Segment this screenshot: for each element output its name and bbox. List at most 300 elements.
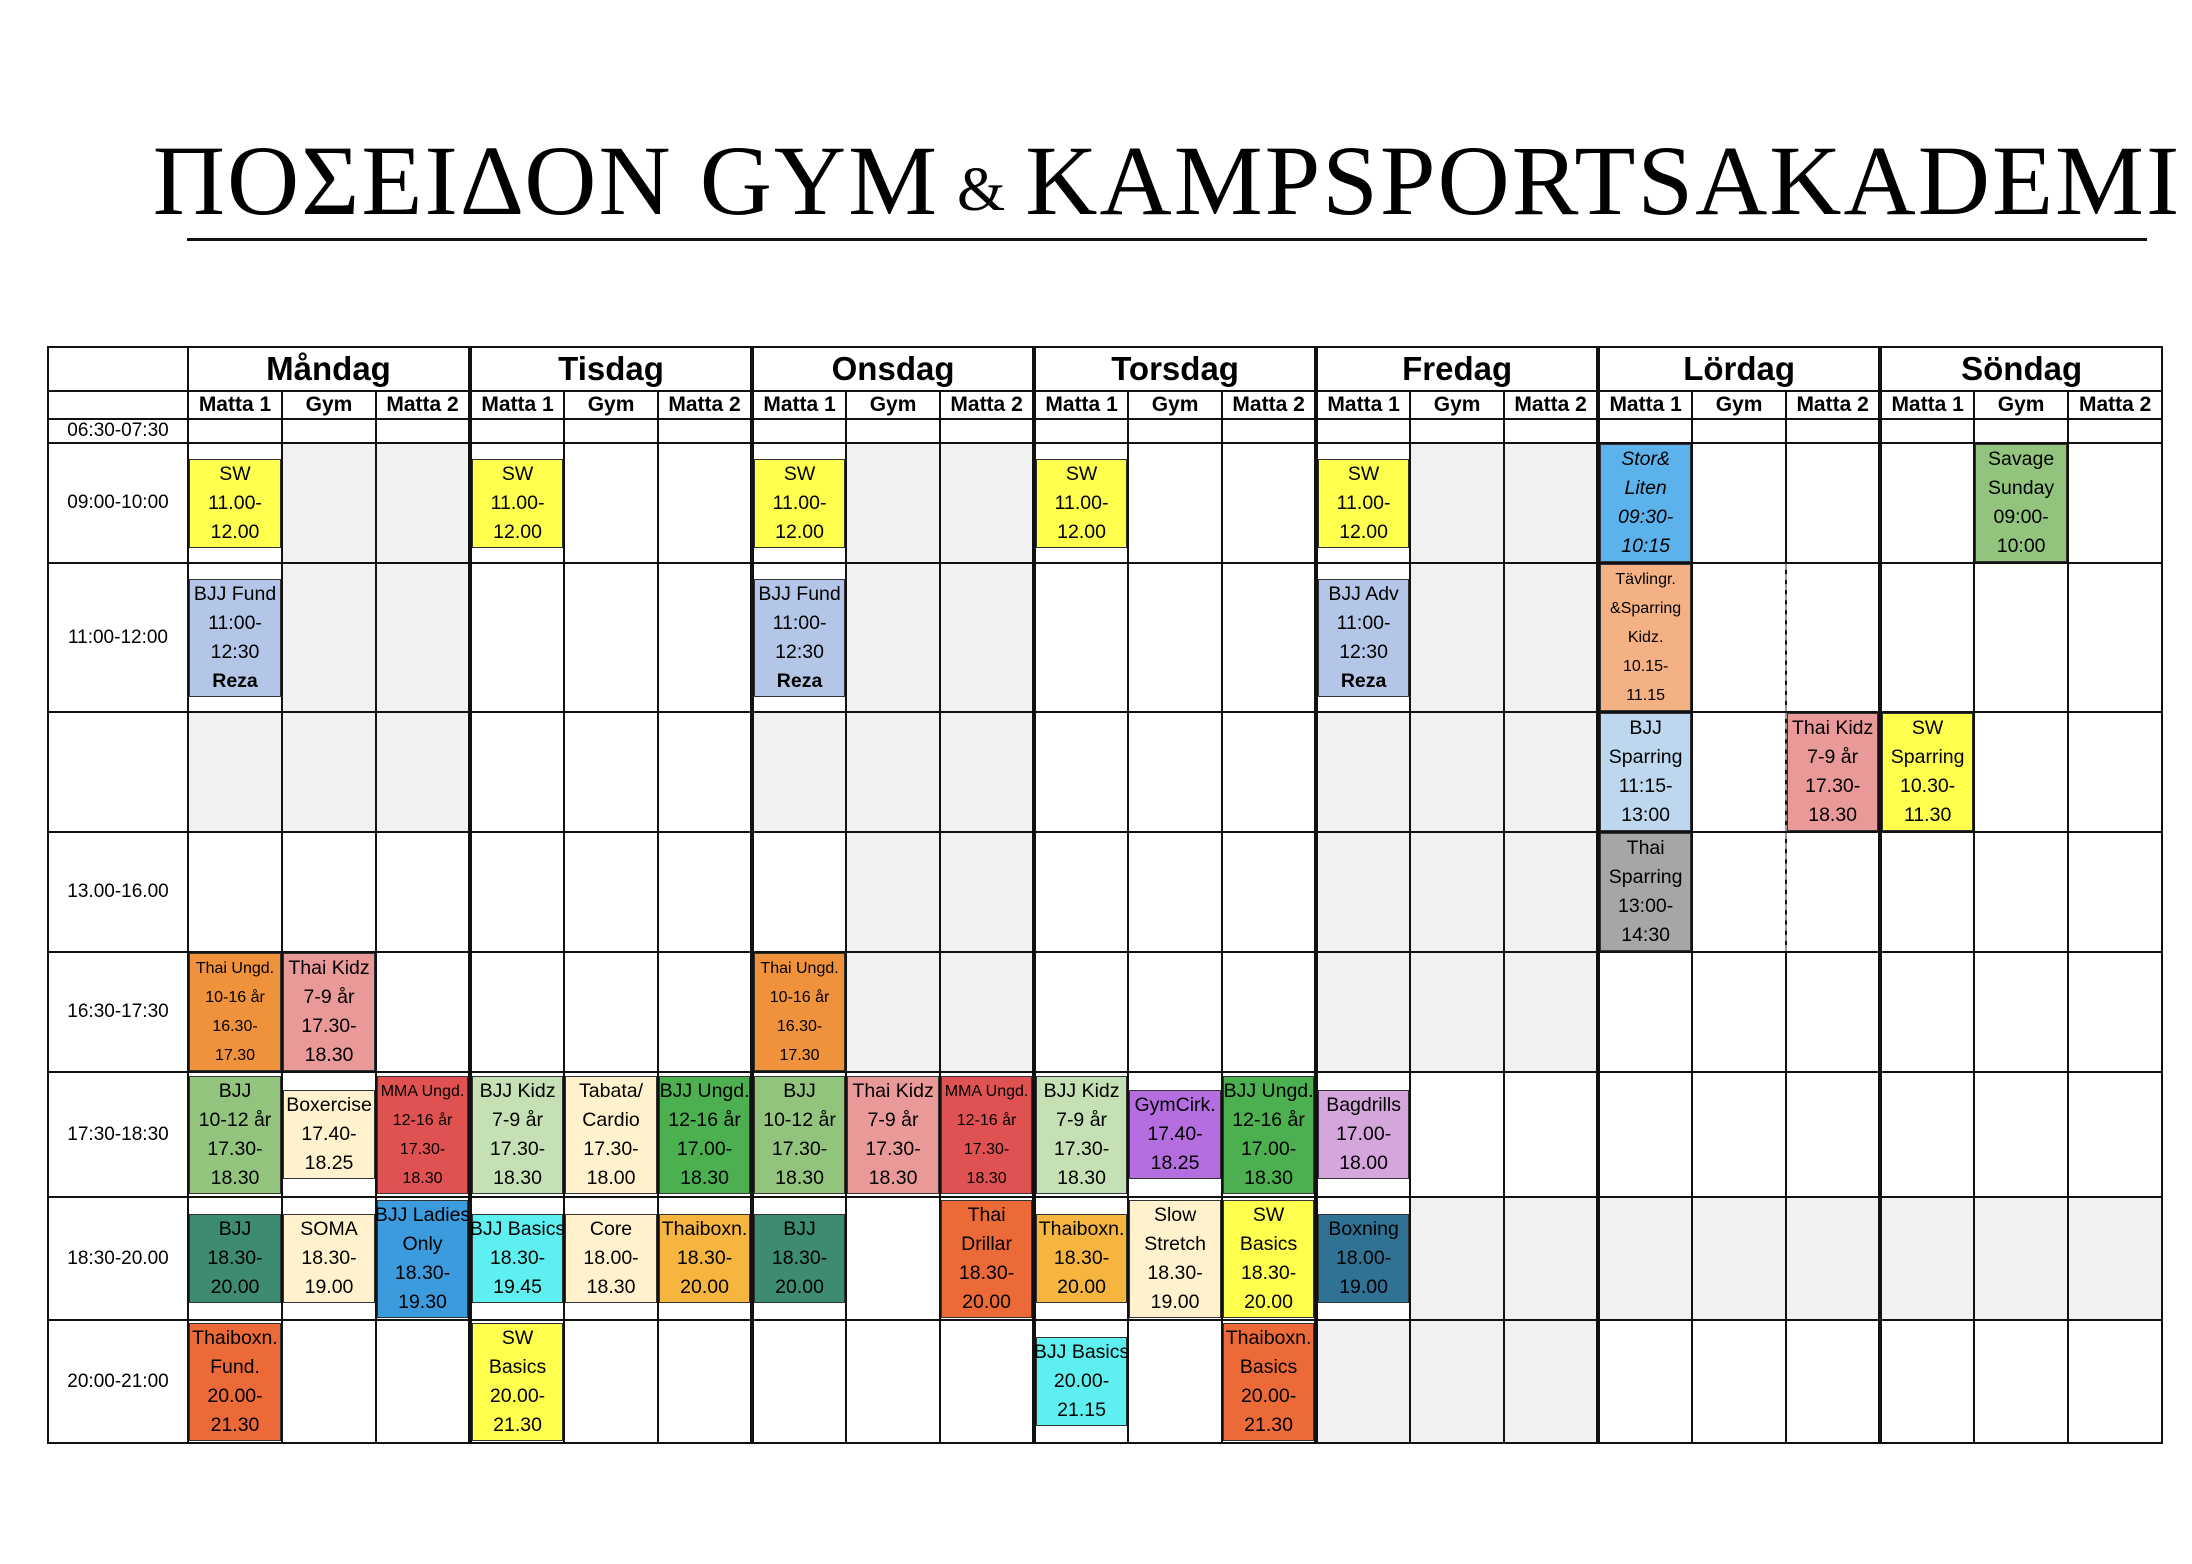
- schedule-cell: [1222, 419, 1316, 443]
- day-header-ons: Onsdag: [752, 347, 1034, 391]
- class-event[interactable]: [658, 1197, 752, 1320]
- class-line: 18.00: [586, 1166, 636, 1189]
- class-event[interactable]: [1222, 1320, 1316, 1443]
- schedule-cell: [1316, 712, 1410, 832]
- class-line: BJJ: [218, 1079, 252, 1102]
- schedule-cell: [376, 563, 470, 712]
- class-line: 10.15-: [1622, 658, 1669, 675]
- class-line: SW: [501, 1326, 534, 1349]
- class-event[interactable]: [470, 1072, 564, 1197]
- class-line: 19.00: [304, 1276, 354, 1298]
- class-line: SW: [1065, 462, 1098, 485]
- schedule-cell: [1504, 419, 1598, 443]
- class-event[interactable]: [188, 952, 282, 1072]
- class-line: 18.30-: [489, 1247, 546, 1269]
- class-line: BJJ Basics: [1033, 1341, 1130, 1363]
- dashed-divider: [1785, 833, 1787, 951]
- schedule-cell: [1410, 712, 1504, 832]
- schedule-cell: [846, 832, 940, 952]
- class-event[interactable]: [564, 1072, 658, 1197]
- class-event[interactable]: [376, 1072, 470, 1197]
- class-line: Basics: [1239, 1355, 1298, 1378]
- subcolumn-header-fre-m2: Matta 2: [1504, 391, 1598, 419]
- dashed-divider: [1785, 713, 1787, 831]
- class-line: 17.00-: [676, 1137, 733, 1160]
- subcolumn-header-son-m2: Matta 2: [2068, 391, 2162, 419]
- class-line: 20.00-: [1053, 1370, 1110, 1392]
- class-line: Liten: [1624, 477, 1667, 499]
- schedule-cell: [1410, 443, 1504, 563]
- schedule-cell: [564, 1320, 658, 1443]
- class-line: 12:30: [1339, 640, 1388, 663]
- class-line: 18.30: [210, 1166, 260, 1189]
- class-line: 18.00-: [583, 1247, 639, 1269]
- class-event[interactable]: [282, 952, 376, 1072]
- class-line: Sunday: [1988, 477, 2055, 499]
- time-label: 20:00-21:00: [48, 1320, 188, 1443]
- class-event[interactable]: [752, 1072, 846, 1197]
- class-line: 7-9 år: [303, 986, 355, 1008]
- corner-sub-cell: [48, 391, 188, 419]
- class-line: 11:00-: [1336, 611, 1391, 634]
- class-line: MMA Ungd.: [380, 1082, 465, 1100]
- schedule-cell: [1786, 443, 1880, 563]
- class-block: [659, 1214, 750, 1303]
- class-line: 21.30: [493, 1413, 542, 1436]
- class-event[interactable]: [1128, 1072, 1222, 1197]
- schedule-cell: [846, 563, 940, 712]
- subcolumn-header-tis-gym: Gym: [564, 391, 658, 419]
- class-line: 13:00: [1621, 804, 1671, 826]
- subcolumn-header-tis-m2: Matta 2: [658, 391, 752, 419]
- class-event[interactable]: [188, 563, 282, 712]
- class-line: 14:30: [1621, 924, 1671, 946]
- class-line: Tävlingr.: [1615, 571, 1676, 588]
- class-block: [1975, 444, 2067, 562]
- class-line: 18.00: [1339, 1152, 1388, 1174]
- schedule-cell: [1504, 832, 1598, 952]
- class-event[interactable]: [1034, 443, 1128, 563]
- schedule-cell: [658, 563, 752, 712]
- class-line: Stretch: [1144, 1232, 1206, 1255]
- class-block: [1787, 713, 1878, 831]
- class-event[interactable]: [752, 443, 846, 563]
- schedule-cell: [1222, 952, 1316, 1072]
- class-line: 17.00-: [1240, 1137, 1297, 1160]
- class-event[interactable]: [1786, 712, 1880, 832]
- class-event[interactable]: [188, 1072, 282, 1197]
- schedule-cell: [1410, 832, 1504, 952]
- class-line: SW: [501, 462, 534, 485]
- class-line: Sparring: [1608, 866, 1683, 888]
- schedule-cell: [470, 419, 564, 443]
- subcolumn-header-tor-gym: Gym: [1128, 391, 1222, 419]
- class-line: Slow: [1153, 1203, 1197, 1226]
- class-event[interactable]: [940, 1072, 1034, 1197]
- class-block: [754, 579, 845, 697]
- schedule-cell: [1692, 443, 1786, 563]
- time-row: [48, 712, 2162, 832]
- schedule-cell: [1504, 443, 1598, 563]
- class-event[interactable]: [188, 1320, 282, 1443]
- class-event[interactable]: [282, 1072, 376, 1197]
- class-line: BJJ Kidz: [479, 1079, 556, 1102]
- subcolumn-header-fre-m1: Matta 1: [1316, 391, 1410, 419]
- schedule-cell: [1786, 1197, 1880, 1320]
- class-line: 18.30-: [676, 1247, 733, 1269]
- class-line: 18.30-: [207, 1247, 263, 1269]
- class-line: 18.30: [586, 1276, 636, 1298]
- schedule-cell: [1034, 832, 1128, 952]
- class-line: BJJ Ladies: [374, 1203, 471, 1226]
- schedule-cell: [376, 443, 470, 563]
- class-line: 17.40-: [301, 1123, 357, 1145]
- class-line: &Sparring: [1610, 600, 1682, 617]
- class-event[interactable]: [1034, 1197, 1128, 1320]
- title-divider: [187, 238, 2147, 241]
- schedule-cell: [470, 563, 564, 712]
- class-line: 12.00: [775, 520, 824, 543]
- class-block: [1882, 713, 1973, 831]
- class-block: [472, 1076, 563, 1194]
- class-event[interactable]: [188, 443, 282, 563]
- class-line: 11:15-: [1618, 775, 1673, 797]
- schedule-cell: [1786, 952, 1880, 1072]
- class-event[interactable]: [940, 1197, 1034, 1320]
- class-line: 12.00: [210, 520, 260, 543]
- time-row: [48, 952, 2162, 1072]
- class-line: Boxercise: [286, 1094, 372, 1116]
- schedule-cell: [282, 443, 376, 563]
- schedule-cell: [564, 419, 658, 443]
- class-line: Thai: [967, 1203, 1006, 1226]
- class-line: 20.00: [680, 1276, 729, 1298]
- class-line: 18.30: [775, 1166, 824, 1189]
- class-event[interactable]: [1316, 563, 1410, 712]
- class-line: 10-12 år: [763, 1108, 836, 1131]
- class-line: 11.00-: [1336, 491, 1391, 514]
- schedule-cell: [564, 832, 658, 952]
- class-line: 11:00-: [772, 611, 827, 634]
- schedule-cell: [1222, 563, 1316, 712]
- class-block: [1223, 1323, 1314, 1441]
- subcolumn-header-mon-gym: Gym: [282, 391, 376, 419]
- schedule-cell: [1410, 419, 1504, 443]
- class-event[interactable]: [1316, 1197, 1410, 1320]
- class-line: Thai Ungd.: [760, 960, 839, 977]
- class-event[interactable]: [1316, 1072, 1410, 1197]
- schedule-cell: [1786, 419, 1880, 443]
- schedule-cell: [1880, 1197, 1974, 1320]
- class-event[interactable]: [752, 563, 846, 712]
- title-ampersand: &: [957, 155, 1008, 224]
- class-line: 18.30-: [1240, 1261, 1297, 1284]
- class-line: 09:30-: [1617, 506, 1674, 528]
- schedule-cell: [1692, 952, 1786, 1072]
- schedule-cell: [564, 563, 658, 712]
- class-line: Reza: [212, 669, 258, 692]
- class-line: 18.30-: [1053, 1247, 1110, 1269]
- class-event[interactable]: [1222, 1072, 1316, 1197]
- schedule-cell: [1598, 1320, 1692, 1443]
- schedule-cell: [1504, 952, 1598, 1072]
- class-line: 17.30: [214, 1047, 256, 1064]
- class-event[interactable]: [376, 1197, 470, 1320]
- schedule-cell: [376, 712, 470, 832]
- schedule-cell: [846, 952, 940, 1072]
- class-line: 12:30: [775, 640, 824, 663]
- schedule-cell: [1410, 563, 1504, 712]
- class-line: 21.15: [1057, 1399, 1106, 1421]
- class-line: 20.00-: [489, 1384, 546, 1407]
- day-header-tis: Tisdag: [470, 347, 752, 391]
- class-block: [283, 1090, 375, 1179]
- class-block: [377, 1076, 468, 1194]
- class-line: 12-16 år: [392, 1111, 453, 1129]
- class-block: [189, 953, 281, 1071]
- class-line: 18.30-: [394, 1261, 451, 1284]
- class-line: Thai: [1626, 837, 1665, 859]
- class-event[interactable]: [752, 1197, 846, 1320]
- class-line: Tabata/: [579, 1079, 644, 1102]
- class-block: [1318, 1090, 1409, 1179]
- time-label: 13.00-16.00: [48, 832, 188, 952]
- class-line: BJJ Fund: [193, 582, 277, 605]
- schedule-cell: [940, 443, 1034, 563]
- class-line: 12-16 år: [668, 1108, 741, 1131]
- schedule-cell: [1504, 563, 1598, 712]
- class-line: SW: [783, 462, 816, 485]
- class-event[interactable]: [1034, 1320, 1128, 1443]
- class-line: BJJ Fund: [758, 582, 841, 605]
- subcolumn-header-lor-gym: Gym: [1692, 391, 1786, 419]
- subcolumn-header-lor-m2: Matta 2: [1786, 391, 1880, 419]
- class-line: 12.00: [1339, 520, 1388, 543]
- class-block: [565, 1214, 657, 1303]
- schedule-cell: [188, 832, 282, 952]
- schedule-cell: [376, 952, 470, 1072]
- class-block: [1223, 1076, 1314, 1194]
- schedule-cell: [282, 832, 376, 952]
- schedule-cell: [282, 563, 376, 712]
- schedule-cell: [1128, 563, 1222, 712]
- schedule-cell: [846, 419, 940, 443]
- class-line: 17.30-: [963, 1140, 1010, 1158]
- class-block: [189, 579, 281, 697]
- schedule-cell: [1316, 952, 1410, 1072]
- schedule-cell: [376, 1320, 470, 1443]
- schedule-cell: [752, 832, 846, 952]
- schedule-cell: [376, 832, 470, 952]
- schedule-cell: [940, 712, 1034, 832]
- schedule-cell: [1128, 712, 1222, 832]
- title-part2: KAMPSPORTSAKADEMI: [1025, 124, 2182, 236]
- schedule-cell: [1786, 1072, 1880, 1197]
- class-line: 17.30-: [865, 1137, 921, 1160]
- time-row: [48, 443, 2162, 563]
- class-line: 11.15: [1626, 687, 1666, 704]
- class-line: Thai Ungd.: [195, 960, 275, 977]
- schedule-cell: [2068, 1072, 2162, 1197]
- class-line: 17.30-: [489, 1137, 546, 1160]
- class-line: Thaiboxn.: [192, 1326, 278, 1349]
- class-block: [754, 1214, 845, 1303]
- class-event[interactable]: [846, 1072, 940, 1197]
- class-line: BJJ Basics: [469, 1218, 566, 1240]
- schedule-cell: [940, 952, 1034, 1072]
- schedule-cell: [1974, 419, 2068, 443]
- schedule-cell: [2068, 443, 2162, 563]
- class-line: 18.25: [1150, 1152, 1200, 1174]
- class-line: 20.00-: [207, 1384, 263, 1407]
- class-event[interactable]: [188, 1197, 282, 1320]
- class-line: BJJ: [783, 1079, 816, 1102]
- schedule-cell: [1316, 419, 1410, 443]
- schedule-cell: [1880, 443, 1974, 563]
- class-line: 18.30-: [1147, 1261, 1203, 1284]
- class-line: 10-12 år: [198, 1108, 272, 1131]
- class-line: BJJ Ungd.: [659, 1079, 750, 1102]
- schedule-cell: [1410, 952, 1504, 1072]
- class-event[interactable]: [1598, 563, 1692, 712]
- class-block: [1318, 459, 1409, 548]
- schedule-cell: [1786, 563, 1880, 712]
- schedule-cell: [658, 1320, 752, 1443]
- class-event[interactable]: [1598, 443, 1692, 563]
- corner-cell: [48, 347, 188, 391]
- schedule-cell: [1410, 1197, 1504, 1320]
- class-line: Only: [402, 1232, 443, 1255]
- class-event[interactable]: [1034, 1072, 1128, 1197]
- schedule-cell: [1504, 1197, 1598, 1320]
- class-line: MMA Ungd.: [944, 1082, 1029, 1100]
- class-event[interactable]: [752, 952, 846, 1072]
- class-event[interactable]: [1222, 1197, 1316, 1320]
- class-line: SW: [219, 462, 251, 485]
- schedule-cell: [2068, 1320, 2162, 1443]
- class-line: 11.00-: [490, 491, 545, 514]
- time-label: [48, 712, 188, 832]
- class-event[interactable]: [564, 1197, 658, 1320]
- class-event[interactable]: [282, 1197, 376, 1320]
- time-label: 09:00-10:00: [48, 443, 188, 563]
- schedule-cell: [1316, 1320, 1410, 1443]
- subcolumn-header-fre-gym: Gym: [1410, 391, 1504, 419]
- class-line: 20.00: [962, 1290, 1011, 1313]
- time-label: 16:30-17:30: [48, 952, 188, 1072]
- schedule-cell: [1974, 712, 2068, 832]
- class-block: [754, 1076, 845, 1194]
- class-line: GymCirk.: [1134, 1094, 1216, 1116]
- schedule-cell: [846, 443, 940, 563]
- schedule-cell: [1034, 563, 1128, 712]
- class-line: 12.00: [493, 520, 542, 543]
- schedule-cell: [752, 419, 846, 443]
- schedule-cell: [658, 952, 752, 1072]
- class-line: Sparring: [1890, 746, 1965, 768]
- class-line: 18.30: [868, 1166, 918, 1189]
- class-line: 18.30: [1057, 1166, 1106, 1189]
- class-line: Cardio: [582, 1108, 640, 1131]
- class-event[interactable]: [1974, 443, 2068, 563]
- schedule-table: [47, 346, 2163, 1444]
- time-row: [48, 563, 2162, 712]
- class-line: SW: [1347, 462, 1380, 485]
- class-line: Thai Kidz: [852, 1079, 934, 1102]
- schedule-cell: [470, 952, 564, 1072]
- class-event[interactable]: [470, 1320, 564, 1443]
- class-block: [1036, 459, 1127, 548]
- schedule-cell: [658, 419, 752, 443]
- schedule-cell: [1222, 832, 1316, 952]
- schedule-cell: [1692, 419, 1786, 443]
- class-event[interactable]: [1598, 832, 1692, 952]
- class-line: BJJ Adv: [1328, 582, 1399, 605]
- class-event[interactable]: [1316, 443, 1410, 563]
- class-event[interactable]: [470, 1197, 564, 1320]
- class-block: [1129, 1200, 1221, 1318]
- class-line: 18.30: [493, 1166, 542, 1189]
- schedule-cell: [846, 712, 940, 832]
- class-block: [941, 1200, 1032, 1318]
- class-line: 7-9 år: [1056, 1108, 1108, 1131]
- class-block: [1129, 1090, 1221, 1179]
- day-header-mon: Måndag: [188, 347, 470, 391]
- class-line: 21.30: [210, 1413, 260, 1436]
- class-line: 18.30-: [771, 1247, 828, 1269]
- class-line: 16.30-: [776, 1018, 823, 1035]
- schedule-cell: [846, 1320, 940, 1443]
- class-event[interactable]: [1128, 1197, 1222, 1320]
- class-line: Thaiboxn.: [661, 1218, 748, 1240]
- class-block: [1318, 1214, 1409, 1303]
- class-block: [283, 1214, 375, 1303]
- schedule-cell: [752, 712, 846, 832]
- schedule-cell: [1598, 1072, 1692, 1197]
- class-line: 13:00-: [1617, 895, 1674, 917]
- class-line: SW: [1252, 1203, 1285, 1226]
- class-line: 11:00-: [208, 611, 262, 634]
- class-event[interactable]: [470, 443, 564, 563]
- class-line: BJJ: [1629, 717, 1662, 739]
- class-block: [374, 1200, 471, 1318]
- subcolumn-header-son-gym: Gym: [1974, 391, 2068, 419]
- time-row: [48, 1197, 2162, 1320]
- class-line: 17.30-: [301, 1015, 357, 1037]
- class-line: 12-16 år: [1232, 1108, 1305, 1131]
- day-header-row: [48, 347, 2162, 391]
- time-row: [48, 1072, 2162, 1197]
- class-line: 16.30-: [212, 1018, 258, 1035]
- class-line: 17.30-: [1804, 775, 1861, 797]
- class-line: SOMA: [300, 1218, 358, 1240]
- subcolumn-header-ons-gym: Gym: [846, 391, 940, 419]
- class-line: Sparring: [1608, 746, 1683, 768]
- class-line: 18.00-: [1335, 1247, 1392, 1269]
- schedule-cell: [2068, 952, 2162, 1072]
- class-line: 12:30: [210, 640, 260, 663]
- schedule-cell: [188, 712, 282, 832]
- schedule-cell: [658, 443, 752, 563]
- class-event[interactable]: [1880, 712, 1974, 832]
- schedule-cell: [282, 419, 376, 443]
- class-block: [754, 953, 845, 1071]
- class-event[interactable]: [658, 1072, 752, 1197]
- class-line: 7-9 år: [492, 1108, 543, 1131]
- schedule-cell: [752, 1320, 846, 1443]
- class-event[interactable]: [1598, 712, 1692, 832]
- class-line: 18.30: [304, 1044, 354, 1066]
